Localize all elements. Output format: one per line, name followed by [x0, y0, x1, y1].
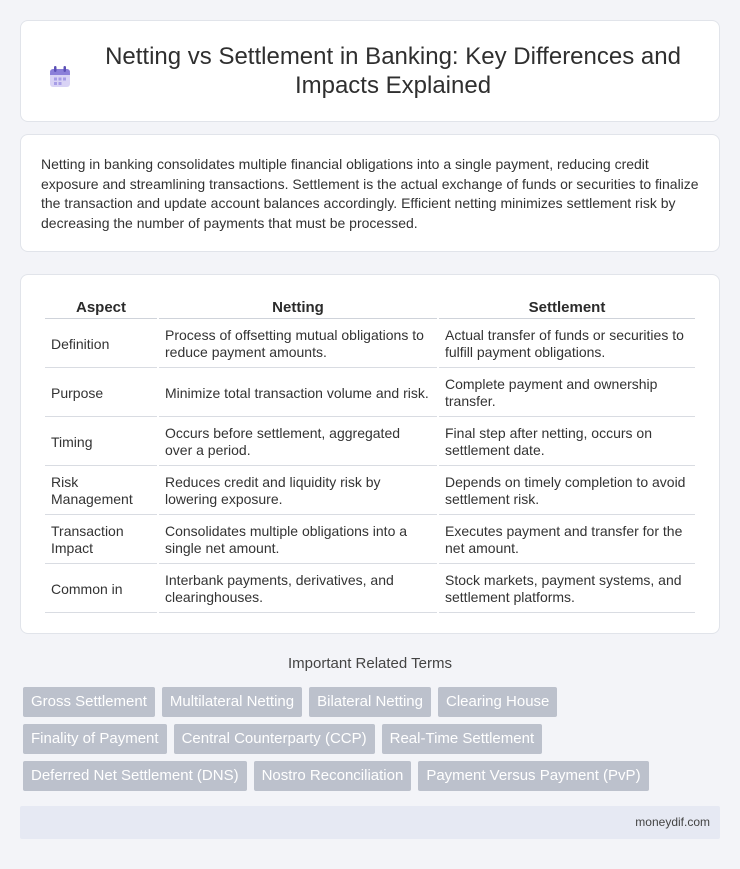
- table-row: [45, 566, 695, 613]
- related-term-tag[interactable]: Gross Settlement: [23, 687, 155, 717]
- related-term-tag[interactable]: Real-Time Settlement: [382, 724, 543, 754]
- netting-cell: Minimize total transaction volume and risk.: [159, 370, 437, 417]
- settlement-cell: Complete payment and ownership transfer.: [439, 370, 695, 417]
- aspect-cell: Timing: [45, 419, 157, 466]
- intro-card: [20, 134, 720, 252]
- netting-cell: Interbank payments, derivatives, and clearinghouses.: [159, 566, 437, 613]
- calendar-icon: [47, 64, 73, 90]
- related-term-tag[interactable]: Deferred Net Settlement (DNS): [23, 761, 247, 791]
- aspect-cell: Purpose: [45, 370, 157, 417]
- netting-cell: Occurs before settlement, aggregated over a period.: [159, 419, 437, 466]
- table-row: [45, 321, 695, 368]
- tag-row: [23, 687, 713, 717]
- related-term-tag[interactable]: Central Counterparty (CCP): [174, 724, 375, 754]
- tag-row: [23, 724, 713, 754]
- related-term-tag[interactable]: Bilateral Netting: [309, 687, 431, 717]
- related-term-tag[interactable]: Finality of Payment: [23, 724, 167, 754]
- table-row: [45, 419, 695, 466]
- table-header-row: [45, 297, 695, 319]
- aspect-cell: Definition: [45, 321, 157, 368]
- related-terms-list: [23, 687, 713, 798]
- aspect-cell: Common in: [45, 566, 157, 613]
- netting-cell: Reduces credit and liquidity risk by lowering exposure.: [159, 468, 437, 515]
- related-term-tag[interactable]: Multilateral Netting: [162, 687, 302, 717]
- footer-site-link[interactable]: moneydif.com: [635, 815, 710, 829]
- table-row: [45, 370, 695, 417]
- column-header-aspect: Aspect: [45, 297, 157, 319]
- related-term-tag[interactable]: Clearing House: [438, 687, 557, 717]
- aspect-cell: Transaction Impact: [45, 517, 157, 564]
- column-header-netting: Netting: [159, 297, 437, 319]
- intro-paragraph: Netting in banking consolidates multiple financial obligations into a single payment, reducing credit exposure and streamlining transactions. Settlement is the actual exchange of funds or securities to finalize the transaction and update account balances accordingly. Efficient netting minimizes settlement risk by decreasing the number of payments that must be processed.: [41, 156, 699, 231]
- settlement-cell: Actual transfer of funds or securities to fulfill payment obligations.: [439, 321, 695, 368]
- page-title: Netting vs Settlement in Banking: Key Differences and Impacts Explained: [105, 43, 681, 99]
- footer: [20, 806, 720, 839]
- settlement-cell: Depends on timely completion to avoid settlement risk.: [439, 468, 695, 515]
- related-term-tag[interactable]: Nostro Reconciliation: [254, 761, 412, 791]
- related-term-tag[interactable]: Payment Versus Payment (PvP): [418, 761, 648, 791]
- column-header-settlement: Settlement: [439, 297, 695, 319]
- settlement-cell: Executes payment and transfer for the net amount.: [439, 517, 695, 564]
- settlement-cell: Stock markets, payment systems, and settlement platforms.: [439, 566, 695, 613]
- related-terms-heading: Important Related Terms: [288, 655, 452, 672]
- settlement-cell: Final step after netting, occurs on settlement date.: [439, 419, 695, 466]
- aspect-cell: Risk Management: [45, 468, 157, 515]
- comparison-table: [43, 295, 697, 615]
- netting-cell: Process of offsetting mutual obligations to reduce payment amounts.: [159, 321, 437, 368]
- table-row: [45, 517, 695, 564]
- comparison-card: [20, 274, 720, 634]
- title-card: [20, 20, 720, 122]
- netting-cell: Consolidates multiple obligations into a single net amount.: [159, 517, 437, 564]
- tag-row: [23, 761, 713, 791]
- table-row: [45, 468, 695, 515]
